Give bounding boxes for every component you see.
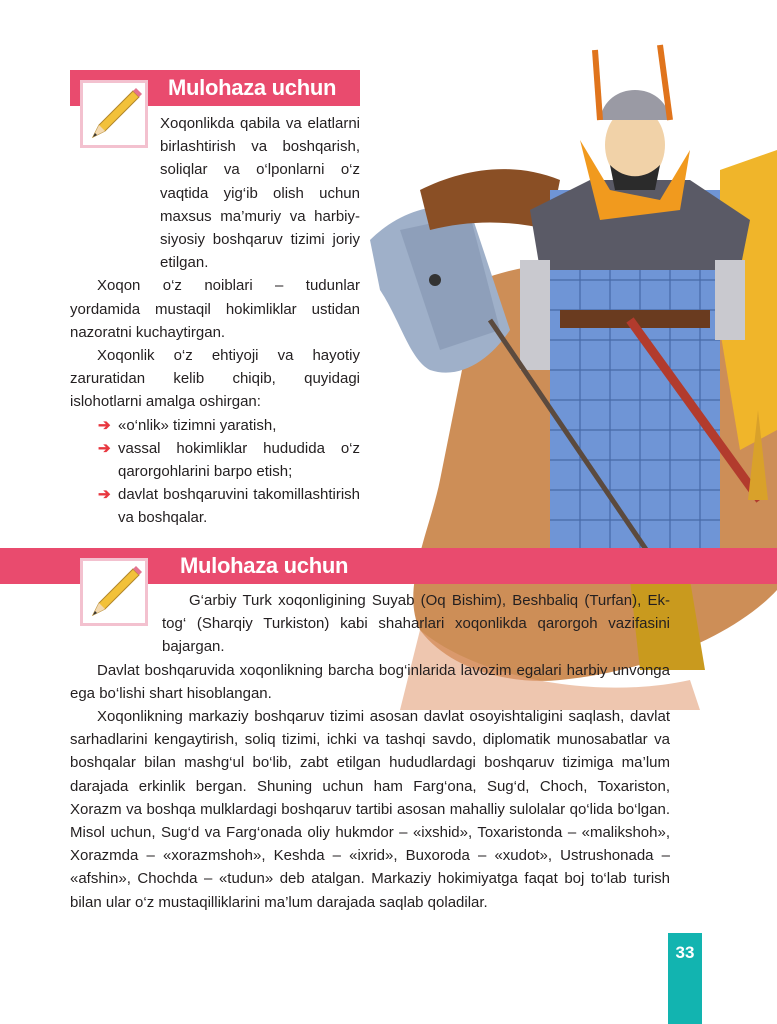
list-item: ➔ vassal hokimliklar hududida o‘z qarorgohlarini barpo etish; [70, 437, 360, 483]
section2-paragraph-1: G‘arbiy Turk xoqonligining Suyab (Oq Bishim), Beshbaliq (Turfan), Ek-tog‘ (Sharqiy Turkiston) kabi shaharlari xoqonlikda qarorgoh vazifasini bajargan. [162, 592, 670, 656]
section1-text [70, 112, 360, 530]
page-number: 33 [675, 943, 695, 962]
reform-list [70, 414, 360, 530]
section1-title: Mulohaza uchun [168, 75, 337, 100]
arrow-right-icon: ➔ [98, 486, 111, 504]
arrow-right-icon: ➔ [98, 439, 111, 457]
list-item: ➔ davlat boshqaruvini takomillashtirish va boshqalar. [70, 483, 360, 529]
section1-paragraph-3: Xoqonlik o‘z ehtiyoji va hayotiy zaruratidan kelib chiqib, quyidagi islohotlarni amalga oshirgan: [70, 347, 360, 411]
page-number-tab [668, 933, 702, 1024]
section2-title: Mulohaza uchun [180, 553, 349, 578]
section1-paragraph-2: Xoqon o‘z noiblari – tudunlar yordamida mustaqil hokimliklar ustidan nazoratni kuchaytirgan. [70, 277, 360, 341]
warrior-helmet [600, 90, 670, 120]
arrow-right-icon: ➔ [98, 416, 111, 434]
section1-paragraph-1: Xoqonlikda qabila va elatlarni birlashtirish va boshqarish, soliqlar va o‘lponlarni o‘z vaqtida yig‘ib olish uchun maxsus ma’muriy va harbiy-siyosiy boshqaruv tizimi joriy etilgan. [160, 115, 360, 272]
list-item: ➔ «o‘nlik» tizimni yaratish, [70, 414, 360, 437]
section2-text [70, 589, 670, 914]
section2-paragraph-2: Davlat boshqaruvida xoqonlikning barcha bog‘inlarida lavozim egalari harbiy unvonga ega bo‘lishi shart hisoblangan. [70, 661, 670, 702]
section2-paragraph-3: Xoqonlikning markaziy boshqaruv tizimi asosan davlat osoyishtaligini saqlash, davlat sarhadlarini kengaytirish, soliq tizimi, ichki va tashqi savdo, diplomatik munosabatlar va boshqalar bilan mashg‘ul bo‘lib, zabt etilgan hududlardagi boshqaruv tizimiga ma’lum darajada erkinlik bergan. Shuning uchun ham Farg‘ona, Sug‘d, Choch, Toxariston, Xorazm va boshqa mulklardagi boshqaruv tartibi asosan mahalliy sulolalar qo‘lida bo‘lgan. Misol uchun, Sug‘d va Farg‘onada oliy hukmdor – «ixshid», Toxaristonda – «malikshoh», Xorazmda – «xorazmshoh», Keshda – «ixrid», Buxoroda – «xudot», Ustrushonada – «afshin», Chochda – «tudun» deb atalgan. Markaziy hokimiyatga faqat boj to‘lab turish bilan ular o‘z mustaqilliklarini ma’lum darajada saqlab qoladilar. [70, 708, 670, 911]
warrior-arm-right [715, 260, 745, 340]
warrior-arm-left [520, 260, 550, 370]
